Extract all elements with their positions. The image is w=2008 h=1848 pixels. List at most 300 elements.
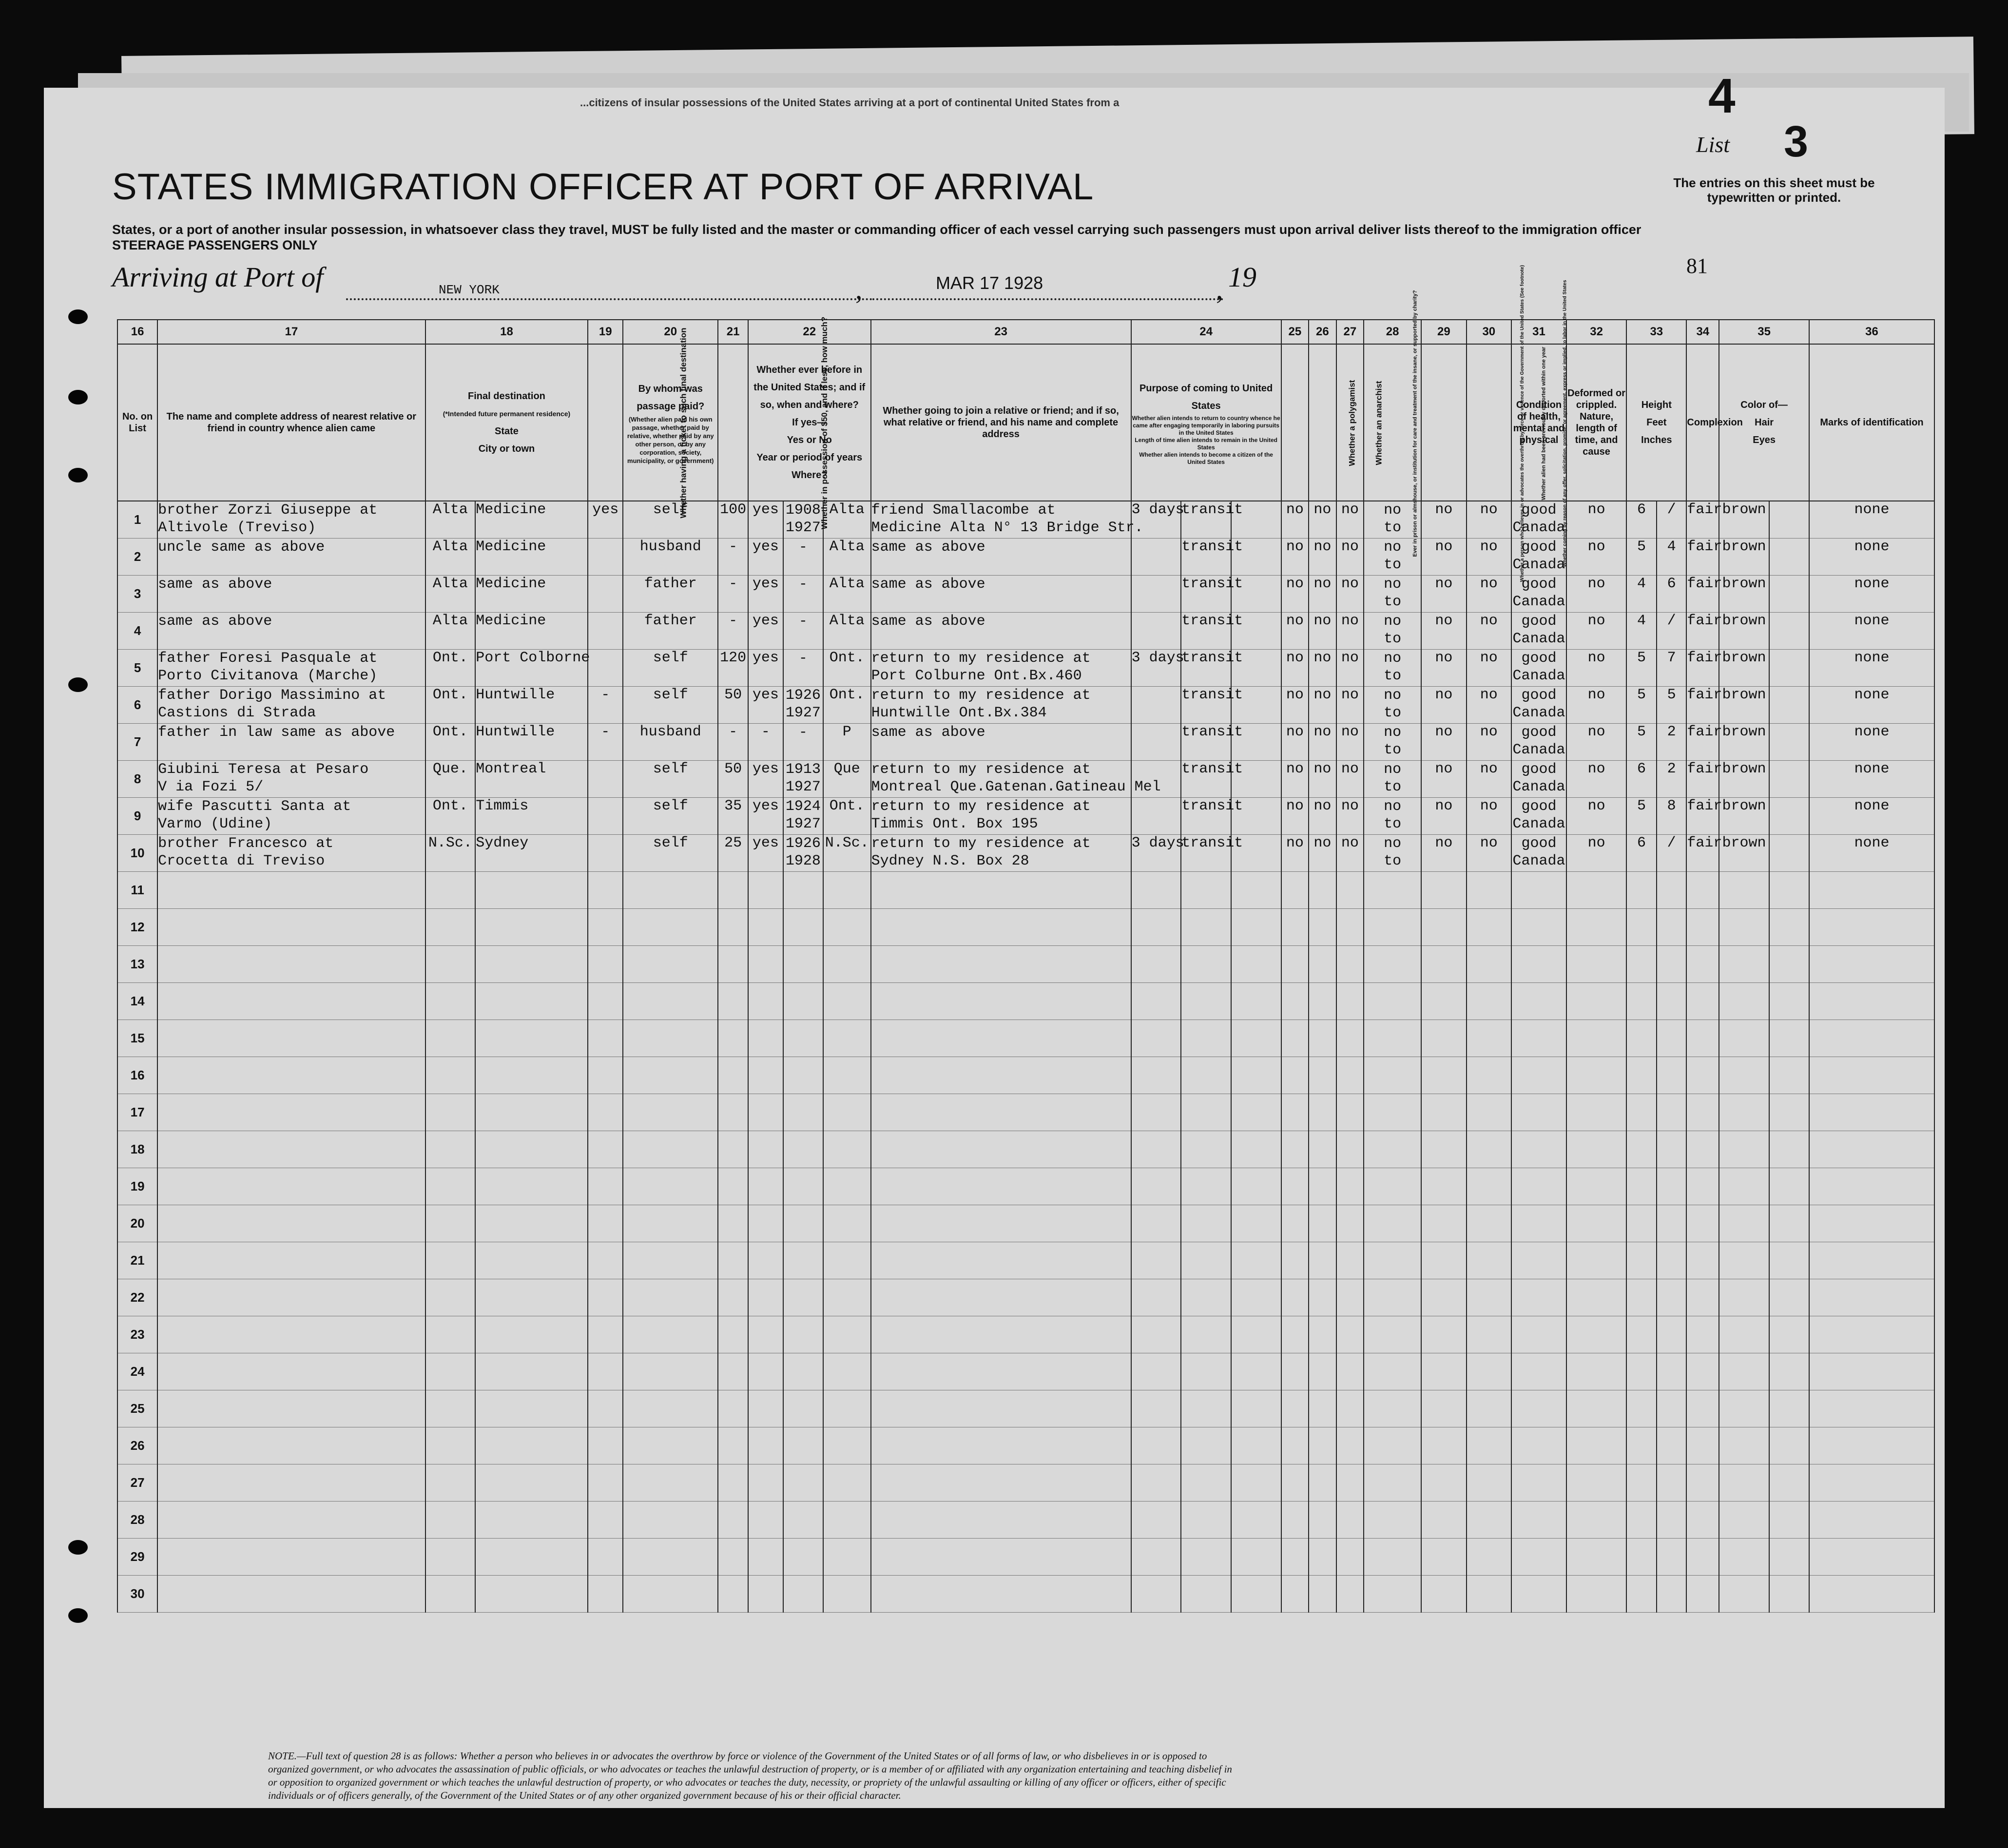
purpose-length: transit [1181, 687, 1231, 724]
empty-cell [1511, 1316, 1566, 1353]
empty-cell [623, 1353, 718, 1390]
height-feet: 5 [1626, 650, 1657, 687]
empty-cell [783, 1316, 823, 1353]
empty-cell [871, 983, 1131, 1020]
empty-cell [1131, 1131, 1181, 1168]
health-value [1511, 613, 1566, 650]
empty-cell [1511, 1353, 1566, 1390]
eyes-value [1769, 798, 1809, 835]
health-value [1511, 761, 1566, 798]
q28-label: Whether a person who believes in or advocates the overthrow by force or violence of the Government of the United States (See footnote) [1520, 265, 1525, 582]
empty-cell [1686, 1316, 1719, 1353]
table-row [117, 1539, 1934, 1576]
empty-cell [748, 1427, 783, 1464]
q30-value: no [1467, 613, 1511, 650]
money-value: 25 [718, 835, 748, 872]
empty-cell [623, 1390, 718, 1427]
q30-value: no [1467, 687, 1511, 724]
top-strip-text: ...citizens of insular possessions of the United States arriving at a port of continental United States from a [580, 96, 1120, 109]
empty-cell [1809, 1242, 1934, 1279]
empty-cell [157, 1502, 425, 1539]
empty-cell [1231, 909, 1281, 946]
city-label: City or town [478, 443, 535, 454]
q28-value [1364, 761, 1421, 798]
address-line: brother Francesco at [158, 835, 334, 852]
year-line: 1927 [785, 705, 821, 721]
prison-value: no [1281, 835, 1309, 872]
marks-value: none [1809, 687, 1934, 724]
empty-cell [748, 1390, 783, 1427]
date-stamp: MAR 17 1928 [936, 273, 1043, 293]
table-row [117, 1576, 1934, 1613]
ticket-value [588, 539, 623, 576]
height-feet: 5 [1626, 687, 1657, 724]
empty-cell [425, 1390, 476, 1427]
empty-cell [1281, 1539, 1309, 1576]
q28-line: to [1384, 631, 1402, 647]
eyes-value [1769, 761, 1809, 798]
marks-value: none [1809, 576, 1934, 613]
address-line: wife Pascutti Santa at [158, 798, 351, 815]
empty-cell [1626, 1279, 1657, 1316]
empty-cell [1467, 1502, 1511, 1539]
empty-cell [1336, 1020, 1364, 1057]
table-row [117, 946, 1934, 983]
empty-cell [1281, 1576, 1309, 1613]
empty-cell [475, 909, 588, 946]
empty-cell [1181, 1168, 1231, 1205]
empty-cell [1657, 1242, 1687, 1279]
empty-cell [1309, 1168, 1336, 1205]
empty-cell [475, 1279, 588, 1316]
row-number: 18 [117, 1131, 157, 1168]
empty-cell [1566, 1316, 1626, 1353]
joining-value [871, 576, 1131, 613]
empty-cell [157, 1316, 425, 1353]
empty-cell [1336, 1353, 1364, 1390]
empty-cell [1309, 1057, 1336, 1094]
q29-value: no [1421, 761, 1466, 798]
empty-cell [1421, 1168, 1466, 1205]
complexion-value: fair [1686, 650, 1719, 687]
hair-value: brown [1719, 650, 1769, 687]
empty-cell [1626, 1094, 1657, 1131]
if-yes-label: If yes— [792, 417, 827, 428]
empty-cell [1309, 1242, 1336, 1279]
empty-cell [623, 1242, 718, 1279]
empty-cell [1657, 1353, 1687, 1390]
health-line: Canada [1512, 705, 1565, 721]
empty-cell [748, 1279, 783, 1316]
empty-cell [1809, 1168, 1934, 1205]
empty-cell [1686, 872, 1719, 909]
empty-cell [1421, 1205, 1466, 1242]
empty-cell [1364, 1205, 1421, 1242]
eyes-value [1769, 501, 1809, 539]
empty-cell [823, 1094, 871, 1131]
empty-cell [748, 946, 783, 983]
year-line: - [798, 613, 808, 630]
empty-cell [783, 1427, 823, 1464]
empty-cell [783, 872, 823, 909]
empty-cell [1131, 1279, 1181, 1316]
row-number: 19 [117, 1168, 157, 1205]
empty-cell [1769, 1502, 1809, 1539]
col-num: 30 [1467, 320, 1511, 344]
empty-cell [1281, 1427, 1309, 1464]
empty-cell [1421, 1020, 1466, 1057]
empty-cell [871, 1020, 1131, 1057]
col-num: 27 [1336, 320, 1364, 344]
hair-label: Hair [1755, 417, 1774, 428]
height-inches: 4 [1657, 539, 1687, 576]
year-line: 1908 [785, 502, 821, 519]
empty-cell [1719, 1353, 1769, 1390]
where-value: Ont. [823, 650, 871, 687]
empty-cell [157, 1094, 425, 1131]
empty-cell [1309, 1390, 1336, 1427]
empty-cell [1511, 1427, 1566, 1464]
empty-cell [1231, 1057, 1281, 1094]
empty-cell [157, 946, 425, 983]
empty-cell [425, 872, 476, 909]
empty-cell [1686, 1464, 1719, 1502]
years-value [783, 724, 823, 761]
joining-line: return to my residence at [871, 650, 1091, 667]
empty-cell [1809, 1353, 1934, 1390]
list-label: List [1696, 132, 1730, 157]
anarchist-value: no [1336, 539, 1364, 576]
row-number: 2 [117, 539, 157, 576]
empty-cell [1626, 983, 1657, 1020]
height-feet: 5 [1626, 539, 1657, 576]
empty-cell [1281, 1057, 1309, 1094]
been-before: yes [748, 576, 783, 613]
empty-cell [157, 909, 425, 946]
empty-cell [871, 1316, 1131, 1353]
empty-cell [871, 1353, 1131, 1390]
empty-cell [1566, 1094, 1626, 1131]
empty-cell [1421, 1427, 1466, 1464]
empty-cell [871, 1427, 1131, 1464]
health-line: good [1521, 613, 1557, 630]
empty-cell [871, 1539, 1131, 1576]
empty-cell [623, 1539, 718, 1576]
destination-state: Ont. [425, 687, 476, 724]
empty-cell [157, 1131, 425, 1168]
empty-cell [1719, 1390, 1769, 1427]
empty-cell [1686, 1539, 1719, 1576]
empty-cell [748, 1020, 783, 1057]
empty-cell [1769, 946, 1809, 983]
empty-cell [1421, 946, 1466, 983]
marks-value: none [1809, 501, 1934, 539]
empty-cell [157, 1427, 425, 1464]
empty-cell [475, 1502, 588, 1539]
passage-paid-by: self [623, 835, 718, 872]
empty-cell [1364, 1131, 1421, 1168]
q29-value: no [1421, 835, 1466, 872]
col-num: 18 [425, 320, 588, 344]
column-header-row [117, 344, 1934, 501]
empty-cell [783, 1168, 823, 1205]
table-row [117, 613, 1934, 650]
deformed-value: no [1566, 501, 1626, 539]
destination-city: Medicine [475, 576, 588, 613]
header-height [1626, 344, 1686, 501]
ticket-value [588, 650, 623, 687]
passage-paid-by: husband [623, 539, 718, 576]
empty-cell [588, 1020, 623, 1057]
empty-cell [1719, 1502, 1769, 1539]
height-inches: / [1657, 835, 1687, 872]
relative-address [157, 613, 425, 650]
empty-cell [1686, 1242, 1719, 1279]
health-line: Canada [1512, 594, 1565, 610]
height-inches: 7 [1657, 650, 1687, 687]
empty-cell [718, 1390, 748, 1427]
empty-cell [1769, 1427, 1809, 1464]
row-number: 17 [117, 1094, 157, 1131]
table-row [117, 501, 1934, 539]
col-num: 35 [1719, 320, 1809, 344]
destination-city: Port Colborne [475, 650, 588, 687]
empty-cell [1657, 909, 1687, 946]
empty-cell [1181, 1390, 1231, 1427]
empty-cell [1566, 1242, 1626, 1279]
empty-cell [1421, 1353, 1466, 1390]
height-feet: 5 [1626, 798, 1657, 835]
empty-cell [718, 909, 748, 946]
empty-cell [425, 1576, 476, 1613]
empty-cell [1467, 1539, 1511, 1576]
empty-cell [1686, 1502, 1719, 1539]
empty-cell [157, 1464, 425, 1502]
manifest-sheet [44, 69, 1945, 1808]
ticket-value [588, 835, 623, 872]
anarchist-value: no [1336, 501, 1364, 539]
empty-cell [1566, 983, 1626, 1020]
money-value: - [718, 613, 748, 650]
height-feet: 4 [1626, 613, 1657, 650]
date-line [872, 298, 1223, 300]
header-polygamist [1309, 344, 1357, 501]
height-inches: 5 [1657, 687, 1687, 724]
table-row [117, 761, 1934, 798]
empty-cell [748, 983, 783, 1020]
empty-cell [718, 1094, 748, 1131]
empty-cell [1719, 946, 1769, 983]
prison-value: no [1281, 539, 1309, 576]
empty-cell [1131, 1242, 1181, 1279]
q29-value: no [1421, 798, 1466, 835]
empty-cell [475, 1131, 588, 1168]
deformed-value: no [1566, 576, 1626, 613]
ticket-value: - [588, 687, 623, 724]
empty-cell [1181, 1094, 1231, 1131]
joining-line: return to my residence at [871, 687, 1091, 704]
empty-cell [1131, 1094, 1181, 1131]
money-value: - [718, 576, 748, 613]
money-value: 120 [718, 650, 748, 687]
empty-cell [157, 872, 425, 909]
destination-city: Montreal [475, 761, 588, 798]
empty-cell [1626, 1464, 1657, 1502]
empty-cell [1626, 1131, 1657, 1168]
empty-cell [1657, 1131, 1687, 1168]
empty-cell [1231, 1464, 1281, 1502]
been-before: yes [748, 798, 783, 835]
col-num: 21 [718, 320, 748, 344]
empty-cell [1131, 1205, 1181, 1242]
empty-cell [1281, 1242, 1309, 1279]
table-row [117, 1131, 1934, 1168]
empty-cell [1281, 1316, 1309, 1353]
purpose-length: transit [1181, 650, 1231, 687]
empty-cell [1281, 1131, 1309, 1168]
empty-cell [871, 1464, 1131, 1502]
q28-value [1364, 798, 1421, 835]
money-value: 100 [718, 501, 748, 539]
empty-cell [425, 1168, 476, 1205]
empty-cell [1686, 1576, 1719, 1613]
row-number: 6 [117, 687, 157, 724]
marks-value: none [1809, 613, 1934, 650]
empty-cell [1309, 946, 1336, 983]
table-row [117, 1502, 1934, 1539]
port-value: NEW YORK [439, 283, 500, 297]
col-num: 29 [1421, 320, 1466, 344]
hair-value: brown [1719, 724, 1769, 761]
year-line: - [798, 539, 808, 556]
empty-cell [1566, 1205, 1626, 1242]
empty-cell [425, 1131, 476, 1168]
empty-cell [718, 872, 748, 909]
q28-line: no [1384, 835, 1402, 852]
empty-cell [1719, 1242, 1769, 1279]
empty-cell [718, 1205, 748, 1242]
empty-cell [1686, 1094, 1719, 1131]
empty-cell [475, 1539, 588, 1576]
empty-cell [823, 1464, 871, 1502]
ticket-label: Whether having a ticket to such final destination [678, 327, 688, 519]
empty-cell [1511, 1464, 1566, 1502]
empty-cell [1281, 1020, 1309, 1057]
address-line: V ia Fozi 5/ [158, 779, 264, 795]
empty-cell [1719, 1168, 1769, 1205]
empty-cell [1809, 983, 1934, 1020]
empty-cell [588, 1539, 623, 1576]
comma: , [1216, 273, 1223, 305]
ticket-value [588, 576, 623, 613]
empty-cell [623, 909, 718, 946]
empty-cell [588, 1279, 623, 1316]
empty-cell [1131, 1539, 1181, 1576]
purpose-return [1131, 687, 1181, 724]
empty-cell [1309, 872, 1336, 909]
empty-cell [783, 1502, 823, 1539]
hair-value: brown [1719, 761, 1769, 798]
empty-cell [588, 1464, 623, 1502]
where-value: N.Sc. [823, 835, 871, 872]
empty-cell [1364, 1094, 1421, 1131]
binding-hole [68, 468, 88, 482]
empty-cell [1309, 1539, 1336, 1576]
empty-cell [1467, 1316, 1511, 1353]
empty-cell [1336, 1279, 1364, 1316]
empty-cell [1181, 1353, 1231, 1390]
polygamist-value: no [1309, 539, 1336, 576]
relative-address [157, 761, 425, 798]
empty-cell [1657, 1390, 1687, 1427]
address-line: same as above [158, 613, 272, 630]
q28-line: no [1384, 724, 1402, 741]
empty-cell [871, 1242, 1131, 1279]
empty-cell [1566, 1020, 1626, 1057]
col-num: 32 [1566, 320, 1626, 344]
empty-cell [425, 1242, 476, 1279]
empty-cell [1336, 1168, 1364, 1205]
empty-cell [1657, 1020, 1687, 1057]
empty-cell [1626, 1020, 1657, 1057]
empty-cell [1657, 1057, 1687, 1094]
column-number-row [117, 320, 1934, 344]
empty-cell [475, 872, 588, 909]
empty-cell [475, 1205, 588, 1242]
address-line: Porto Civitanova (Marche) [158, 668, 378, 684]
empty-cell [157, 1057, 425, 1094]
empty-cell [157, 1539, 425, 1576]
empty-cell [1364, 983, 1421, 1020]
address-line: Giubini Teresa at Pesaro [158, 761, 369, 778]
table-row [117, 835, 1934, 872]
q29-value: no [1421, 650, 1466, 687]
empty-cell [1769, 1353, 1809, 1390]
empty-cell [623, 1020, 718, 1057]
address-line: Varmo (Udine) [158, 816, 272, 832]
table-row [117, 576, 1934, 613]
empty-cell [1657, 1094, 1687, 1131]
empty-cell [1467, 1168, 1511, 1205]
years-value [783, 687, 823, 724]
anarchist-value: no [1336, 687, 1364, 724]
empty-cell [1719, 1131, 1769, 1168]
empty-cell [1719, 1427, 1769, 1464]
empty-cell [1309, 1427, 1336, 1464]
row-number: 1 [117, 501, 157, 539]
empty-cell [1309, 1502, 1336, 1539]
empty-cell [1686, 909, 1719, 946]
empty-cell [718, 1427, 748, 1464]
relative-address [157, 576, 425, 613]
empty-cell [1336, 1316, 1364, 1353]
money-value: 35 [718, 798, 748, 835]
empty-cell [475, 1020, 588, 1057]
feet-label: Feet [1646, 417, 1667, 428]
empty-cell [783, 1353, 823, 1390]
q30-value: no [1467, 650, 1511, 687]
empty-cell [748, 1205, 783, 1242]
empty-cell [1809, 1390, 1934, 1427]
empty-cell [1231, 1279, 1281, 1316]
table-row [117, 1427, 1934, 1464]
deformed-value: no [1566, 724, 1626, 761]
empty-cell [1364, 1427, 1421, 1464]
empty-cell [1181, 1502, 1231, 1539]
q28-line: no [1384, 502, 1402, 519]
empty-cell [1719, 1094, 1769, 1131]
where-value: Alta [823, 576, 871, 613]
